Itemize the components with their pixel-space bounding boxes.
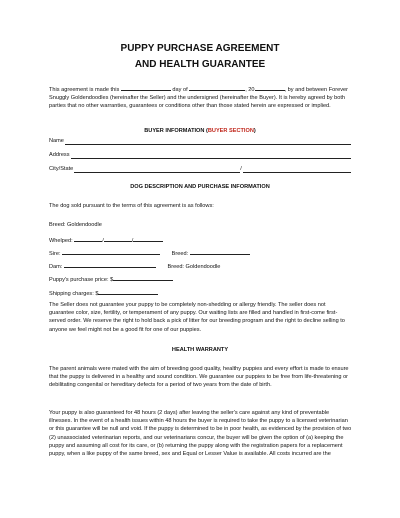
intro-text-2: day of xyxy=(172,87,188,93)
price-row xyxy=(49,274,173,284)
city-slash: / xyxy=(240,166,242,172)
sire-breed-label: Breed: xyxy=(171,251,189,257)
whelped-day-blank xyxy=(104,235,132,242)
buyer-heading-text: BUYER INFORMATION ( xyxy=(144,128,208,134)
intro-paragraph xyxy=(49,84,352,111)
whelped-slash-1: / xyxy=(102,238,104,244)
intro-text-3: , 20 xyxy=(245,87,255,93)
sire-breed-blank xyxy=(190,248,250,255)
whelped-month-blank xyxy=(74,235,102,242)
state-line xyxy=(243,166,351,173)
breed-text: Breed: Goldendoodle xyxy=(49,222,102,228)
sire-blank xyxy=(62,248,160,255)
shipping-label: Shipping charges: $ xyxy=(49,291,99,297)
name-row xyxy=(49,138,351,145)
terms-paragraph: The Seller does not guarantee your puppy to be completely non-shedding or allergy friendly. The seller does not guarantee color, size, fertility, or temperament of any puppy. Our waiting lists are filled and handled in first-come first-served order. We reserve the right to hold back a pick of litter for our breeding program and the right to decline selling to anyone we feel might not be a good fit for one of our puppies. xyxy=(49,302,345,333)
city-label: City/State xyxy=(49,166,74,172)
city-line xyxy=(74,166,240,173)
whelped-slash-2: / xyxy=(131,238,134,244)
buyer-section-heading xyxy=(0,128,400,135)
intro-text-1: This agreement is made this xyxy=(49,87,120,93)
document-title-line1: PUPPY PURCHASE AGREEMENT xyxy=(120,43,280,54)
health-section-heading: HEALTH WARRANTY xyxy=(171,347,229,353)
dog-lead-text: The dog sold pursuant to the terms of this agreement is as follows: xyxy=(49,203,214,209)
dam-row xyxy=(49,261,220,271)
buyer-heading-end: ) xyxy=(253,128,256,134)
health-paragraph-1: The parent animals were mated with the aim of breeding good quality, healthy puppies and every effort is made to ensure that the puppy is delivered in a healthy and sound condition. We guarantee our puppies to be free from life-threatening or debilitating congenital or hereditary defects for a period of two years from the date of birth. xyxy=(49,366,349,389)
address-row xyxy=(49,152,351,159)
sire-row xyxy=(49,248,250,258)
price-label: Puppy's purchase price: $ xyxy=(49,277,114,283)
year-blank xyxy=(255,84,285,91)
document-title-line2: AND HEALTH GUARANTEE xyxy=(134,59,266,70)
address-line xyxy=(71,152,351,159)
whelped-row xyxy=(49,235,163,245)
intro-text-4: , by and between Forever Snuggly Goldendoodles (hereinafter the Seller) and the undersigned (hereinafter the Buyer). It is hereby agreed by both parties that no other warranties, guarantees or conditions other than those stated herein are expressed or implied. xyxy=(49,87,348,110)
dog-section-heading: DOG DESCRIPTION AND PURCHASE INFORMATION xyxy=(130,184,270,190)
day-blank xyxy=(121,84,171,91)
dam-label: Dam: xyxy=(49,264,63,270)
name-label: Name xyxy=(49,138,64,144)
price-blank xyxy=(113,274,173,281)
month-blank xyxy=(189,84,245,91)
name-line xyxy=(65,138,351,145)
dam-blank xyxy=(64,261,156,268)
shipping-blank xyxy=(98,288,158,295)
dam-breed-text: Breed: Goldendoodle xyxy=(167,264,221,270)
whelped-label: Whelped: xyxy=(49,238,73,244)
sire-label: Sire: xyxy=(49,251,61,257)
city-row xyxy=(49,166,351,173)
health-paragraph-2: Your puppy is also guaranteed for 48 hours (2 days) after leaving the seller's care against any kind of preventable illnesses. In the event of a health issues within 48 hours the buyer is required to take the puppy to a licensed veterinarian or this guarantee will be null and void. If the puppy is determined to be in poor health, as evidenced by the provision of two (2) unassociated veterinarian reports, and our veterinarians concur, the buyer will be given the option of (a) keeping the puppy and assuming all cost for its care, or (b) returning the puppy along with the registration papers for a replacement puppy, when a like puppy of the same breed, sex and Equal or Lesser Value is available. All costs incurred are the xyxy=(49,410,352,458)
buyer-heading-accent: BUYER SECTION xyxy=(207,128,254,134)
shipping-row xyxy=(49,288,158,298)
whelped-year-blank xyxy=(133,235,163,242)
address-label: Address xyxy=(49,152,70,158)
